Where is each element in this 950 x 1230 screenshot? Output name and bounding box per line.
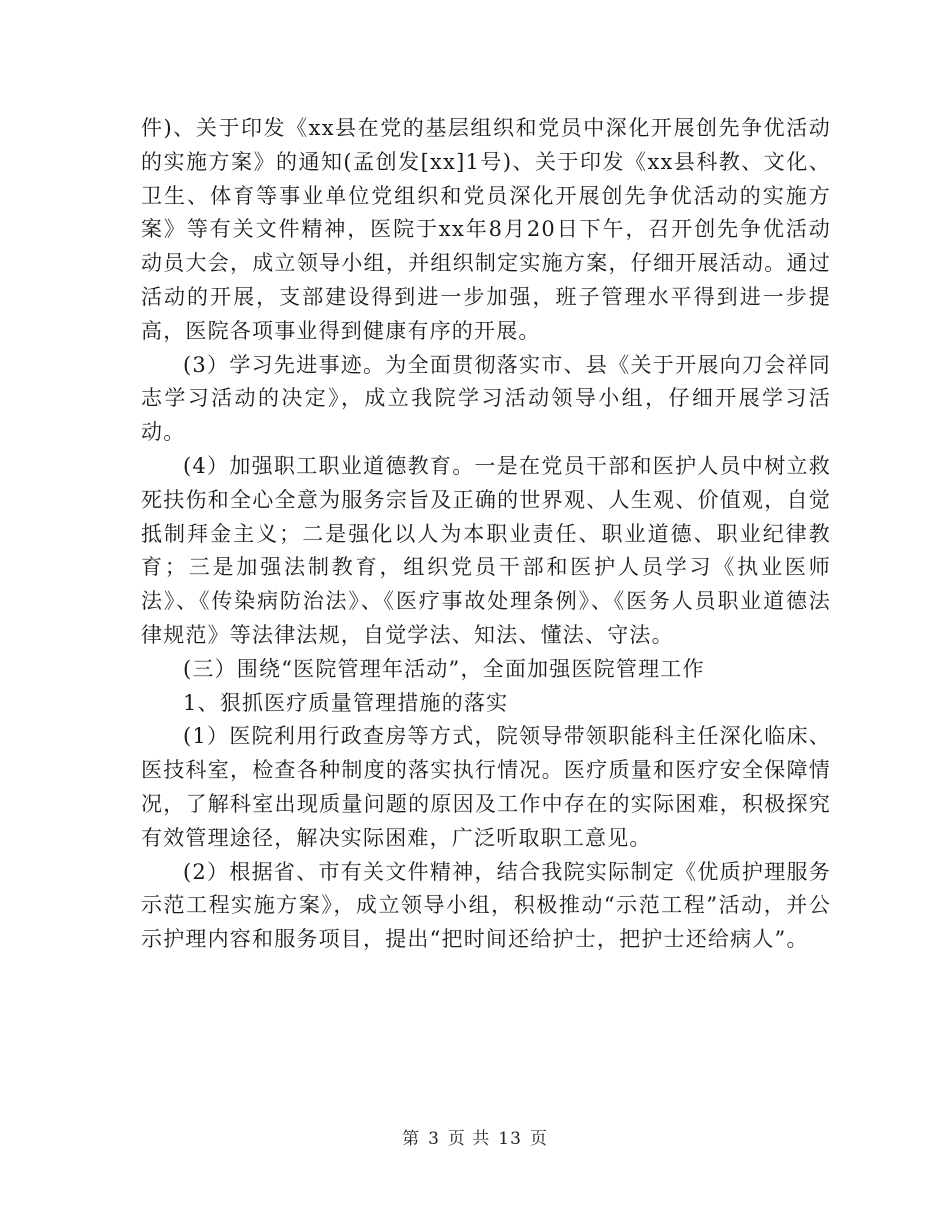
paragraph-subitem-1: (1）医院利用行政查房等方式，院领导带领职能科主任深化临床、医技科室，检查各种制度的落实执行情况。医疗质量和医疗安全保障情况，了解科室出现质量问题的原因及工作中存在的实际困难，积极探究有效管理途径，解决实际困难，广泛听取职工意见。 [141,724,831,850]
document-body [141,112,831,957]
paragraph-continuation: 件)、关于印发《xx县在党的基层组织和党员中深化开展创先争优活动的实施方案》的通知(孟创发[xx]1号)、关于印发《xx县科教、文化、卫生、体育等事业单位党组织和党员深化开展创先争优活动的实施方案》等有关文件精神，医院于xx年8月20日下午，召开创先争优活动动员大会，成立领导小组，并组织制定实施方案，仔细开展活动。通过活动的开展，支部建设得到进一步加强，班子管理水平得到进一步提高，医院各项事业得到健康有序的开展。 [141,116,831,343]
subsection-heading-1: 1、狠抓医疗质量管理措施的落实 [183,690,509,715]
section-heading-3: (三）围绕“医院管理年活动”，全面加强医院管理工作 [183,656,705,681]
footer-suffix: 页 [529,1129,548,1149]
footer-middle: 页 共 [447,1129,491,1149]
paragraph-subitem-2: (2）根据省、市有关文件精神，结合我院实际制定《优质护理服务示范工程实施方案》，成立领导小组，积极推动“示范工程”活动，并公示护理内容和服务项目，提出“把时间还给护士，把护士还给病人”。 [141,859,831,952]
footer-prefix: 第 [402,1129,421,1149]
paragraph-item-4: (4）加强职工职业道德教育。一是在党员干部和医护人员中树立救死扶伤和全心全意为服务宗旨及正确的世界观、人生观、价值观，自觉抵制拜金主义；二是强化以人为本职业责任、职业道德、职业纪律教育；三是加强法制教育，组织党员干部和医护人员学习《执业医师法》、《传染病防治法》、《医疗事故处理条例》、《医务人员职业道德法律规范》等法律法规，自觉学法、知法、懂法、守法。 [141,453,831,647]
footer-total-pages: 13 [498,1129,522,1149]
footer-current-page: 3 [428,1129,440,1149]
paragraph-item-3: (3）学习先进事迹。为全面贯彻落实市、县《关于开展向刀会祥同志学习活动的决定》，成立我院学习活动领导小组，仔细开展学习活动。 [141,352,831,445]
page-footer [0,1124,950,1149]
